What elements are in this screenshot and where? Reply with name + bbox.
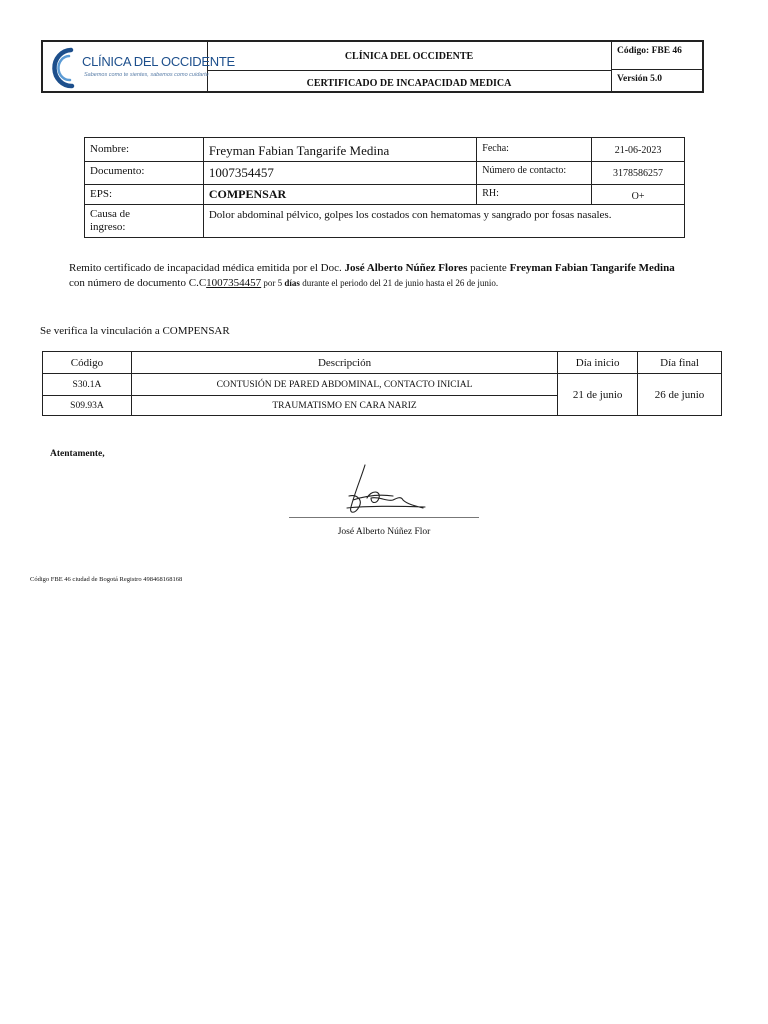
header-end-day: Día final	[638, 352, 722, 374]
statement-part5: durante el periodo del 21 de junio hasta el 26 de junio.	[299, 278, 499, 288]
header-description: Descripción	[131, 352, 557, 374]
logo-slogan: Sabemos como te sientes, sabemos como cuidarte	[84, 72, 209, 78]
cause-label	[85, 205, 204, 238]
signature-line	[289, 517, 479, 518]
patient-name: Freyman Fabian Tangarife Medina	[509, 262, 675, 274]
start-day: 21 de junio	[558, 374, 638, 416]
cause-value: Dolor abdominal pélvico, golpes los costados con hematomas y sangrado por fosas nasales.	[203, 205, 684, 238]
diagnosis-table	[42, 351, 722, 416]
end-day: 26 de junio	[638, 374, 722, 416]
document-title: CERTIFICADO DE INCAPACIDAD MEDICA	[306, 78, 512, 89]
statement-part1: Remito certificado de incapacidad médica emitida por el Doc.	[69, 262, 345, 274]
eps-value: COMPENSAR	[203, 185, 476, 205]
contact-value: 3178586257	[592, 162, 685, 185]
statement-doc-number: 1007354457	[206, 277, 262, 289]
signature-image	[335, 460, 430, 518]
rh-label: RH:	[477, 185, 592, 205]
logo-name: CLÍNICA DEL OCCIDENTE	[82, 54, 235, 69]
document-label: Documento:	[85, 162, 204, 185]
header-code: Código	[43, 352, 132, 374]
verification-text: Se verifica la vinculación a COMPENSAR	[40, 325, 230, 337]
row2-description: TRAUMATISMO EN CARA NARIZ	[131, 396, 557, 416]
document-value: 1007354457	[203, 162, 476, 185]
signature-name: José Alberto Núñez Flor	[337, 527, 431, 537]
statement-part4: por 5	[261, 278, 285, 288]
header-start-day: Día inicio	[558, 352, 638, 374]
name-value: Freyman Fabian Tangarife Medina	[203, 138, 476, 162]
statement-part2: paciente	[467, 262, 510, 274]
statement-part3: con número de documento C.C	[69, 277, 207, 289]
patient-info-table	[84, 137, 685, 238]
row2-code: S09.93A	[43, 396, 132, 416]
date-value: 21-06-2023	[592, 138, 685, 162]
closing-text: Atentamente,	[50, 449, 105, 459]
doctor-name: José Alberto Núñez Flores	[344, 262, 468, 274]
statement-line2	[69, 277, 729, 289]
clinic-title: CLÍNICA DEL OCCIDENTE	[207, 42, 611, 71]
document-header	[41, 40, 704, 93]
document-version: Versión 5.0	[611, 70, 702, 93]
row1-code: S30.1A	[43, 374, 132, 396]
statement-days: días	[284, 278, 300, 288]
eps-label: EPS:	[85, 185, 204, 205]
statement-line1	[69, 262, 729, 274]
clinic-logo-icon	[45, 44, 81, 90]
cause-label-line2: ingreso:	[90, 221, 126, 233]
cause-label-line1: Causa de	[90, 208, 131, 220]
document-code: Código: FBE 46	[611, 42, 702, 70]
logo-cell	[43, 42, 235, 91]
name-label: Nombre:	[85, 138, 204, 162]
contact-label: Número de contacto:	[477, 162, 592, 185]
rh-value: O+	[592, 185, 685, 205]
footer-text: Código FBE 46 ciudad de Bogotá Registro 498468168168	[30, 576, 183, 583]
date-label: Fecha:	[477, 138, 592, 162]
row1-description: CONTUSIÓN DE PARED ABDOMINAL, CONTACTO INICIAL	[131, 374, 557, 396]
